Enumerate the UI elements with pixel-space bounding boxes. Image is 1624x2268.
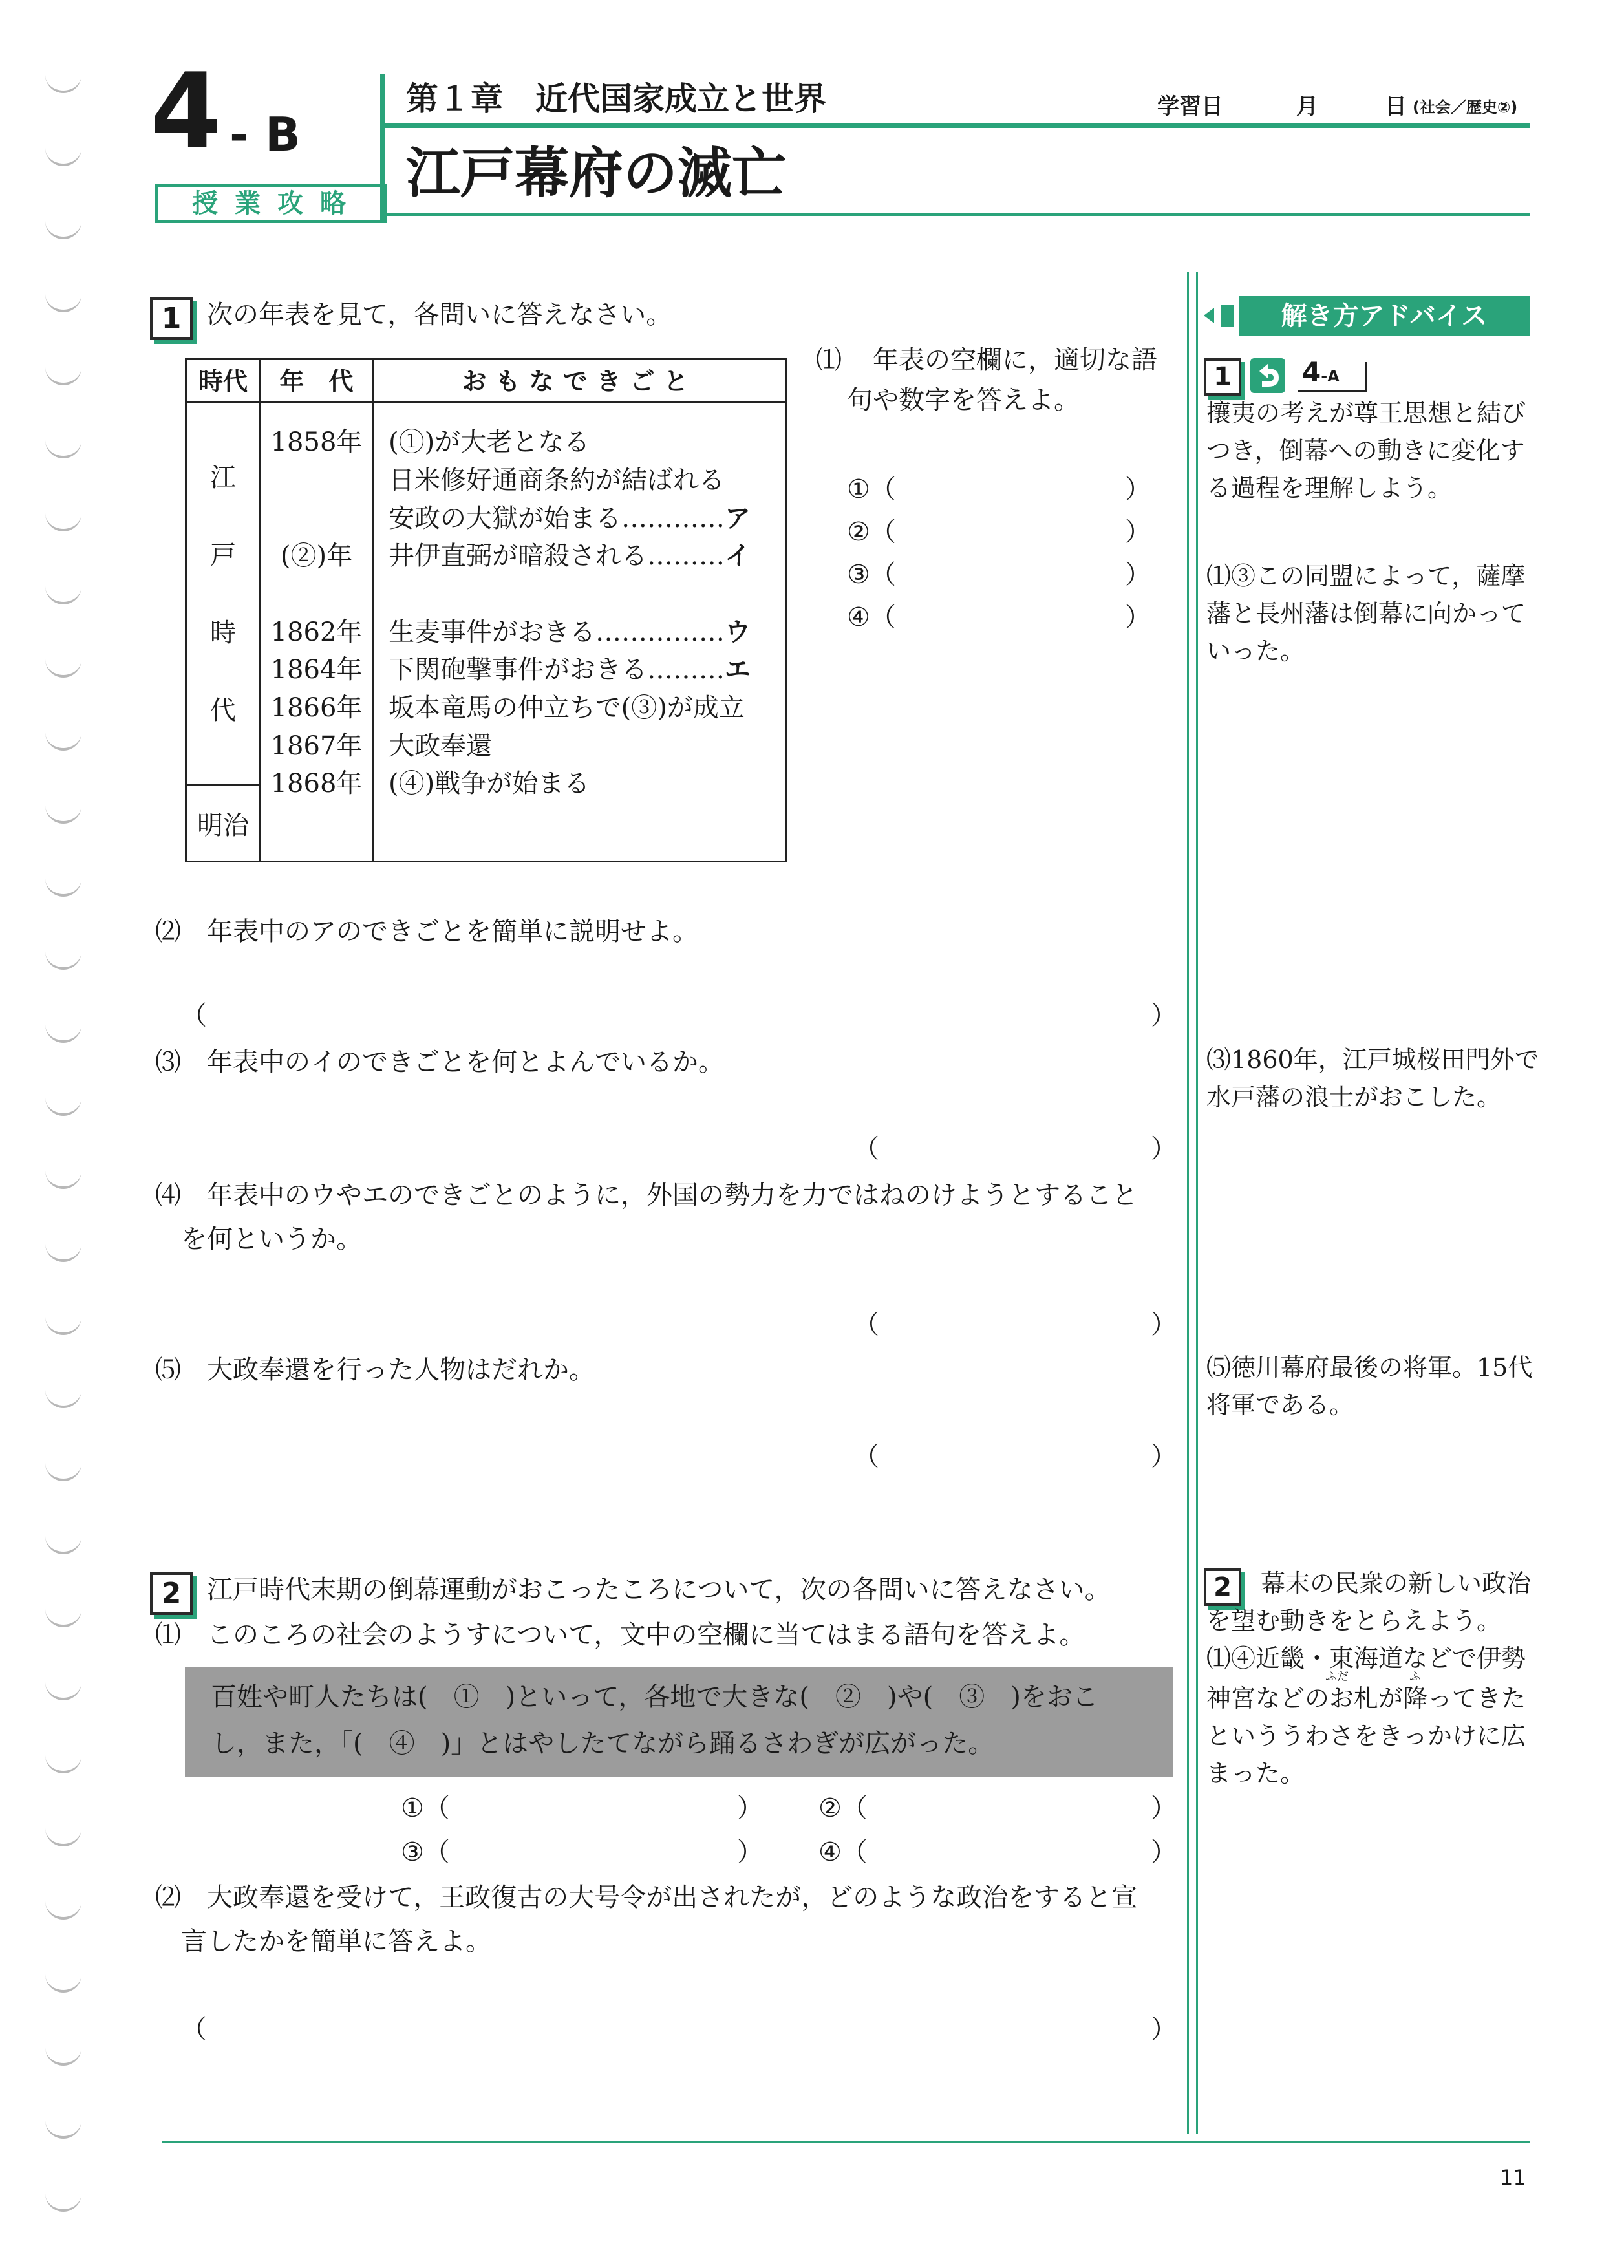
sub-label: ⑴	[816, 345, 842, 375]
binding-hole	[45, 1534, 81, 1554]
advice-arrow-icon	[1204, 308, 1214, 323]
footer-rule	[162, 2141, 1530, 2143]
advice-line: まった。	[1206, 1759, 1305, 1788]
sub-text: 年表中のイのできごとを何とよんでいるか。	[207, 1047, 724, 1077]
event-cell	[389, 500, 751, 537]
advice-line: を望む動きをとらえよう。	[1206, 1607, 1502, 1635]
page-title: 江戸幕府の滅亡	[406, 142, 787, 205]
answer-close: ）	[1151, 1310, 1177, 1340]
table-header-event: おもなできごと	[462, 367, 698, 396]
advice-line: いった。	[1206, 637, 1305, 665]
advice-banner-stub	[1221, 305, 1234, 327]
binding-hole	[45, 1241, 81, 1262]
binding-hole	[45, 876, 81, 897]
reference-sub: -A	[1321, 367, 1340, 385]
answer-blank-close: ）	[1125, 603, 1151, 632]
binding-hole	[45, 730, 81, 751]
binding-hole	[45, 2045, 81, 2066]
reference-bracket	[1365, 362, 1367, 392]
year-cell: 1862年	[270, 617, 363, 647]
binding-hole	[45, 657, 81, 678]
sub-label: ⑶	[155, 1047, 181, 1077]
event-mark: ウ	[725, 617, 751, 647]
sub-text: 句や数字を答えよ。	[847, 385, 1080, 415]
advice-line: 藩と長州藩は倒幕に向かって	[1206, 599, 1526, 628]
day-label: 日	[1385, 94, 1407, 120]
study-date-label: 学習日	[1157, 94, 1223, 120]
binding-hole	[45, 803, 81, 824]
passage-line: 百姓や町人たちは( ① )といって，各地で大きな( ② )や( ③ )をおこ	[211, 1682, 1098, 1712]
event-cell: 大政奉還	[389, 731, 492, 761]
era-char: 時	[210, 618, 236, 648]
binding-hole	[45, 949, 81, 970]
event-cell: (①)が大老となる	[389, 427, 590, 457]
advice-line: 攘夷の考えが尊王思想と結び	[1206, 399, 1526, 427]
year-cell: 1858年	[270, 427, 363, 457]
header-rule-thin	[385, 213, 1530, 216]
binding-hole	[45, 1899, 81, 1920]
answer-open[interactable]: （	[853, 1310, 879, 1340]
answer-blank-close: ）	[1151, 1837, 1177, 1867]
binding-hole	[45, 2118, 81, 2139]
binding-hole	[45, 1022, 81, 1043]
unit-suffix: - B	[230, 107, 301, 162]
binding-hole	[45, 1168, 81, 1189]
answer-blank-label[interactable]: ④（	[847, 603, 896, 632]
advice-line: といううわさをきっかけに広	[1206, 1722, 1526, 1750]
chapter-title: 第１章 近代国家成立と世界	[406, 80, 826, 118]
question-instruction: 次の年表を見て，各問いに答えなさい。	[207, 300, 672, 330]
sub-label: ⑷	[155, 1181, 181, 1210]
sub-label: ⑴	[155, 1620, 181, 1650]
question-number: 1	[150, 297, 193, 340]
binding-hole	[45, 72, 81, 93]
sub-text: 年表中のウやエのできごとのように，外国の勢力を力ではねのけようとすること	[207, 1181, 1138, 1210]
sub-text: を何というか。	[181, 1225, 362, 1254]
question-number: 2	[150, 1572, 193, 1615]
sub-text: 年表中のアのできごとを簡単に説明せよ。	[207, 917, 698, 947]
advice-divider-right	[1196, 272, 1198, 2134]
header-rule	[385, 123, 1530, 128]
binding-hole	[45, 1680, 81, 1700]
sub-label: ⑸	[155, 1355, 181, 1385]
binding-hole	[45, 292, 81, 312]
binding-hole	[45, 2191, 81, 2212]
advice-line: ⑶1860年，江戸城桜田門外で	[1206, 1045, 1539, 1074]
advice-line: 水戸藩の浪士がおこした。	[1206, 1083, 1502, 1111]
answer-close: ）	[1151, 1442, 1177, 1471]
year-cell: (②)年	[280, 541, 353, 571]
advice-intro	[1206, 394, 1526, 507]
answer-open[interactable]: （	[181, 2015, 207, 2044]
reference-underline	[1298, 390, 1367, 392]
answer-blank-close: ）	[1125, 475, 1151, 504]
advice-line: ⑴④近畿・東海道などで伊勢	[1206, 1644, 1526, 1673]
furigana: ふ	[1409, 1670, 1421, 1684]
event-text: 生麦事件がおきる……………	[389, 617, 725, 647]
event-cell: 日米修好通商条約が結ばれる	[389, 465, 725, 495]
sub-text: 言したかを簡単に答えよ。	[181, 1927, 491, 1956]
sub-text: 大政奉還を行った人物はだれか。	[207, 1355, 595, 1385]
table-header-year: 年 代	[279, 367, 354, 396]
advice-line: る過程を理解しよう。	[1206, 474, 1453, 502]
era-char: 戸	[210, 540, 236, 570]
advice-line: 幕末の民衆の新しい政治	[1261, 1569, 1532, 1598]
advice-question-number: 1	[1204, 358, 1241, 396]
advice-line: つき，倒幕への動きに変化す	[1206, 436, 1525, 465]
answer-blank-label[interactable]: ③（	[847, 560, 896, 590]
event-text: 安政の大獄が始まる…………	[389, 504, 725, 533]
event-text: 下関砲撃事件がおきる………	[389, 655, 725, 685]
sub-text: このころの社会のようすについて，文中の空欄に当てはまる語句を答えよ。	[207, 1620, 1085, 1650]
event-cell	[389, 651, 751, 689]
binding-hole	[45, 1095, 81, 1116]
year-cell: 1868年	[270, 769, 363, 798]
answer-blank-close: ）	[1151, 1793, 1177, 1823]
binding-hole	[45, 1972, 81, 1993]
answer-blank-close: ）	[1125, 560, 1151, 590]
hint-5	[1206, 1349, 1532, 1424]
era-separator	[187, 784, 259, 786]
era-meiji: 明治	[197, 811, 249, 840]
advice-question-number: 2	[1204, 1568, 1241, 1606]
advice-line: 神宮などのお札が降ってきた	[1206, 1684, 1526, 1713]
answer-close: ）	[1151, 1134, 1177, 1164]
advice-divider-left	[1187, 272, 1189, 2134]
answer-blank-label[interactable]: ①（	[847, 475, 896, 504]
binding-hole	[45, 511, 81, 531]
answer-blank-close: ）	[737, 1793, 763, 1823]
advice-line: ⑸徳川幕府最後の将軍。15代	[1206, 1353, 1533, 1382]
year-cell: 1867年	[270, 731, 363, 761]
question-instruction: 江戸時代末期の倒幕運動がおこったころについて，次の各問いに答えなさい。	[207, 1575, 1111, 1605]
binding-hole	[45, 584, 81, 604]
answer-blank-close: ）	[737, 1837, 763, 1867]
unit-number: 4	[150, 50, 222, 171]
hint-3	[1206, 1041, 1539, 1116]
answer-blank-label[interactable]: ①（	[401, 1793, 450, 1823]
answer-blank-label[interactable]: ②（	[847, 517, 896, 547]
era-char: 代	[210, 696, 236, 725]
event-cell	[389, 614, 751, 651]
advice-reference	[1302, 353, 1340, 396]
table-header-era: 時代	[198, 367, 248, 396]
binding-hole	[45, 1460, 81, 1481]
fill-in-passage-box	[185, 1667, 1173, 1777]
year-cell: 1864年	[270, 655, 363, 685]
event-cell: 坂本竜馬の仲立ちで(③)が成立	[389, 693, 745, 723]
return-arrow-icon	[1250, 358, 1285, 393]
sub-label: ⑵	[155, 917, 181, 947]
answer-open[interactable]: （	[181, 1001, 207, 1031]
answer-blank-label[interactable]: ④（	[818, 1837, 868, 1867]
sub-text: 大政奉還を受けて，王政復古の大号令が出されたが，どのような政治をすると宣	[207, 1883, 1138, 1912]
table-col-line	[372, 360, 374, 861]
unit-tag: 授 業 攻 略	[155, 184, 387, 223]
furigana: ふだ	[1325, 1670, 1349, 1684]
month-label: 月	[1296, 94, 1318, 120]
binding-hole	[45, 1314, 81, 1335]
sub-label: ⑵	[155, 1883, 181, 1912]
year-cell: 1866年	[270, 693, 363, 723]
binding-hole	[45, 145, 81, 166]
subject-label: (社会／歴史②)	[1413, 98, 1518, 116]
advice-line: ⑴③この同盟によって，薩摩	[1206, 562, 1526, 590]
binding-hole	[45, 219, 81, 239]
binding-hole	[45, 1753, 81, 1773]
binding-hole	[45, 1826, 81, 1846]
binding-hole	[45, 438, 81, 458]
sub-text: 年表の空欄に，適切な語	[873, 345, 1157, 375]
answer-open[interactable]: （	[853, 1442, 879, 1471]
event-mark: エ	[725, 655, 751, 685]
answer-open[interactable]: （	[853, 1134, 879, 1164]
event-cell: (④)戦争が始まる	[389, 769, 590, 798]
event-text: 井伊直弼が暗殺される………	[389, 541, 725, 571]
answer-close: ）	[1151, 2015, 1177, 2044]
reference-unit: 4	[1302, 356, 1321, 388]
era-char: 江	[210, 463, 236, 493]
timeline-table	[185, 358, 787, 862]
passage-line: し，また，「( ④ )」とはやしたてながら踊るさわぎが広がった。	[211, 1729, 994, 1759]
answer-blank-label[interactable]: ③（	[401, 1837, 450, 1867]
hint-1	[1206, 557, 1526, 670]
binding-hole	[45, 365, 81, 385]
answer-blank-label[interactable]: ②（	[818, 1793, 868, 1823]
event-cell	[389, 537, 751, 575]
advice-title: 解き方アドバイス	[1239, 296, 1530, 336]
binding-hole	[45, 1607, 81, 1627]
answer-close: ）	[1151, 1001, 1177, 1031]
advice-line: 将軍である。	[1206, 1391, 1354, 1419]
binding-hole	[45, 1387, 81, 1408]
header-divider	[380, 74, 385, 220]
event-mark: ア	[725, 504, 751, 533]
page-number: 11	[1500, 2165, 1526, 2190]
event-mark: イ	[725, 541, 751, 571]
answer-blank-close: ）	[1125, 517, 1151, 547]
